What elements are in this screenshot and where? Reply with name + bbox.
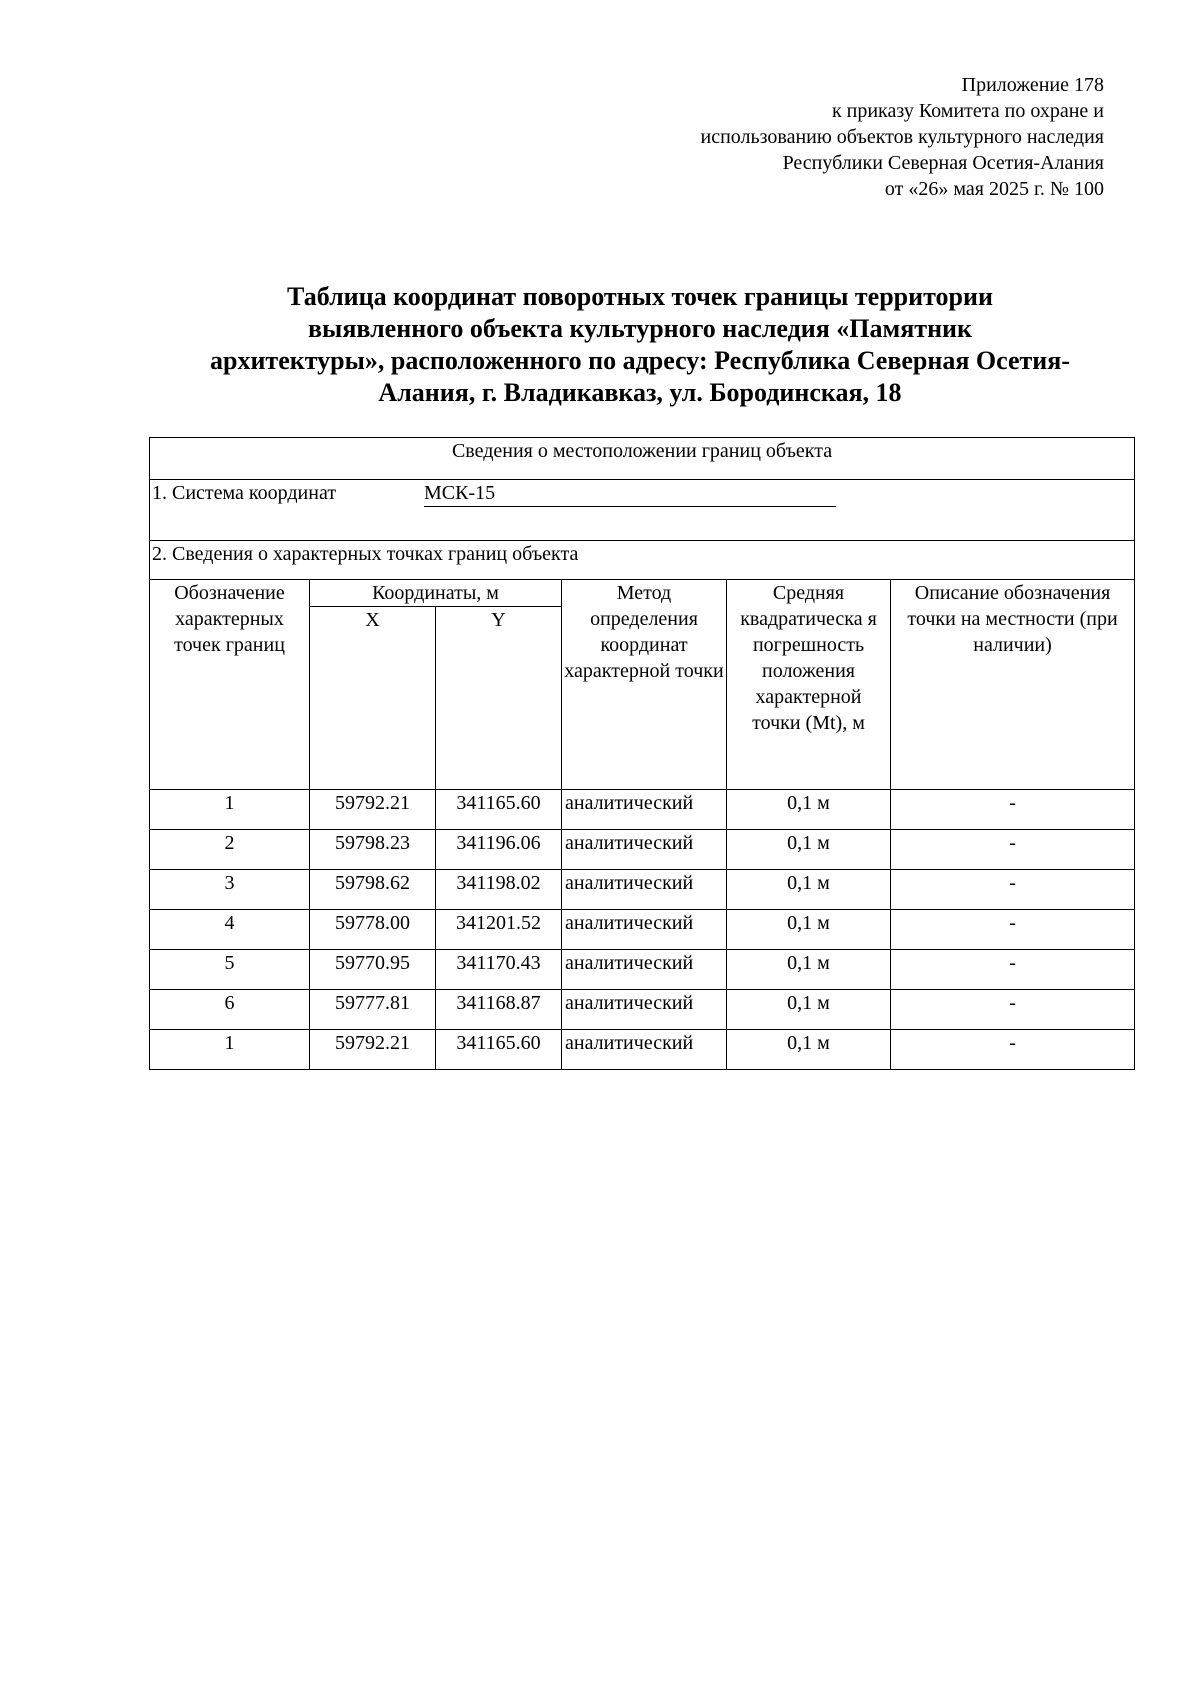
description: - [891,990,1135,1030]
x-coordinate: 59778.00 [310,910,436,950]
column-header-description: Описание обозначения точки на местности (при наличии) [891,580,1135,790]
point-number: 4 [150,910,310,950]
title-line: Алания, г. Владикавказ, ул. Бородинская, 18 [378,378,902,407]
coordinate-system-value: МСК-15 [424,480,836,507]
description: - [891,950,1135,990]
error: 0,1 м [727,950,891,990]
method: аналитический [562,910,727,950]
error: 0,1 м [727,1030,891,1070]
error: 0,1 м [727,830,891,870]
y-coordinate: 341168.87 [436,990,562,1030]
document-title [140,281,1140,409]
appendix-header [701,72,1105,202]
description: - [891,1030,1135,1070]
appendix-number: Приложение 178 [961,74,1104,96]
coordinate-system-label: 1. Система координат [152,482,337,504]
x-coordinate: 59777.81 [310,990,436,1030]
y-coordinate: 341196.06 [436,830,562,870]
point-number: 1 [150,1030,310,1070]
coordinate-system-row [150,480,1135,541]
column-header-error: Средняя квадратическа я погрешность положения характерной точки (Mt), м [727,580,891,790]
description: - [891,830,1135,870]
method: аналитический [562,870,727,910]
appendix-committee-line: использованию объектов культурного наследия [700,126,1104,148]
y-coordinate: 341198.02 [436,870,562,910]
method: аналитический [562,950,727,990]
column-header-x: X [310,607,436,790]
table-row [150,950,1135,990]
table-row [150,790,1135,830]
title-line: архитектуры», расположенного по адресу: Республика Северная Осетия- [209,346,1071,375]
title-line: Таблица координат поворотных точек границы территории [287,282,993,311]
point-number: 6 [150,990,310,1030]
x-coordinate: 59798.23 [310,830,436,870]
method: аналитический [562,790,727,830]
error: 0,1 м [727,990,891,1030]
title-line: выявленного объекта культурного наследия «Памятник [307,314,973,343]
table-row [150,990,1135,1030]
column-header-y: Y [436,607,562,790]
x-coordinate: 59792.21 [310,1030,436,1070]
x-coordinate: 59798.62 [310,870,436,910]
error: 0,1 м [727,790,891,830]
description: - [891,910,1135,950]
y-coordinate: 341170.43 [436,950,562,990]
column-header-method: Метод определения координат характерной точки [562,580,727,790]
point-number: 2 [150,830,310,870]
method: аналитический [562,1030,727,1070]
point-number: 3 [150,870,310,910]
point-number: 5 [150,950,310,990]
points-section-label: 2. Сведения о характерных точках границ объекта [150,541,1135,580]
table-row [150,870,1135,910]
y-coordinate: 341165.60 [436,1030,562,1070]
table-row [150,910,1135,950]
coordinates-table [149,437,1135,1070]
method: аналитический [562,990,727,1030]
description: - [891,790,1135,830]
y-coordinate: 341201.52 [436,910,562,950]
y-coordinate: 341165.60 [436,790,562,830]
appendix-order-line: к приказу Комитета по охране и [831,100,1104,122]
appendix-date-line: от «26» мая 2025 г. № 100 [884,178,1104,200]
section-title: Сведения о местоположении границ объекта [150,438,1135,480]
method: аналитический [562,830,727,870]
error: 0,1 м [727,870,891,910]
column-header-designation: Обозначение характерных точек границ [150,580,310,790]
point-number: 1 [150,790,310,830]
description: - [891,870,1135,910]
table-row [150,1030,1135,1070]
error: 0,1 м [727,910,891,950]
appendix-republic-line: Республики Северная Осетия-Алания [782,152,1104,174]
table-row [150,830,1135,870]
column-header-coordinates: Координаты, м [310,580,562,607]
x-coordinate: 59770.95 [310,950,436,990]
x-coordinate: 59792.21 [310,790,436,830]
